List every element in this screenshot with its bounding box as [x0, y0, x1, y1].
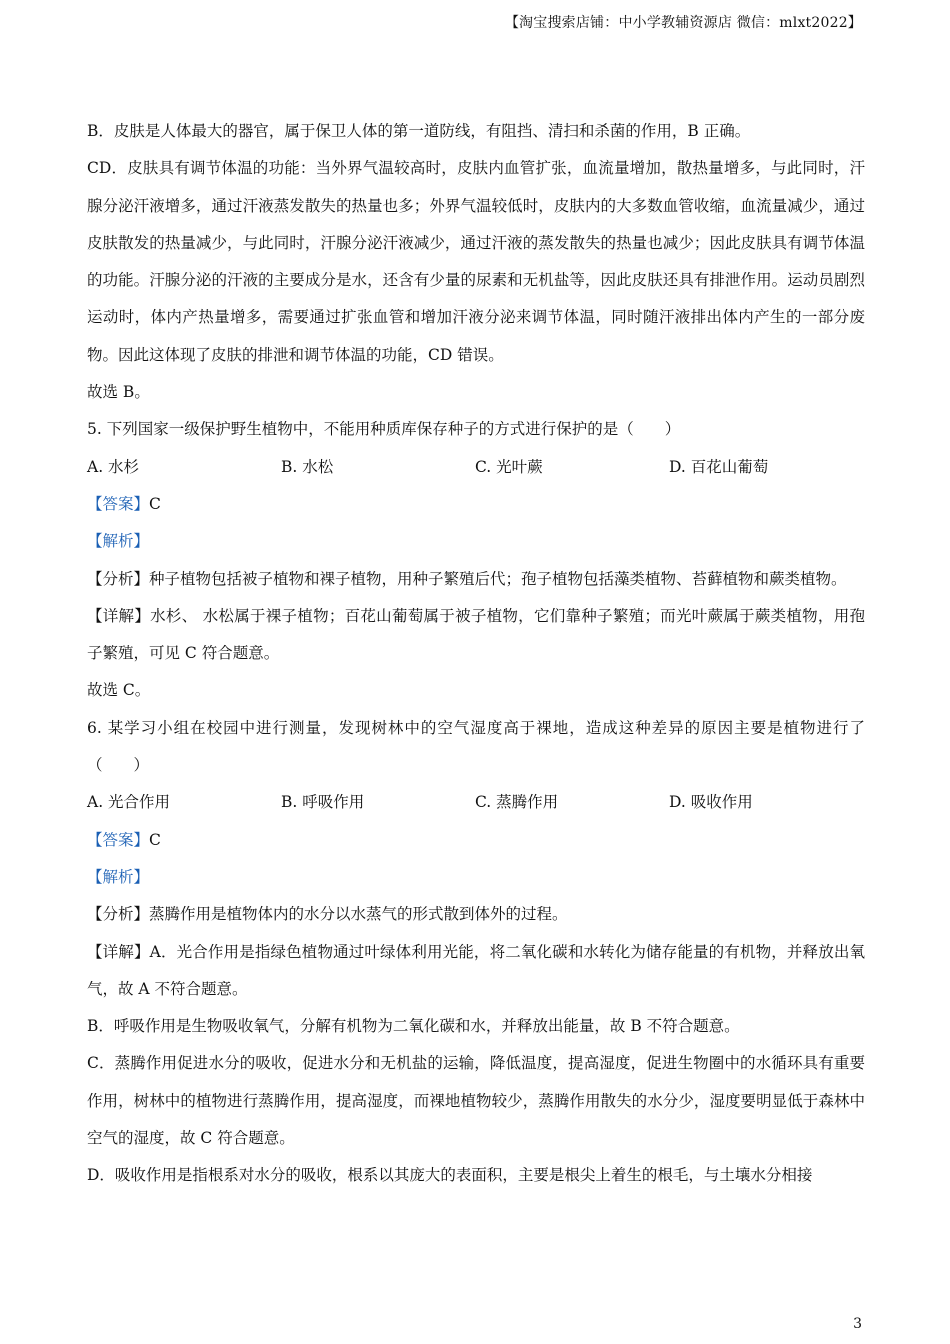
- detail-text: A．光合作用是指绿色植物通过叶绿体利用光能，将二氧化碳和水转化为储存能量的有机物，并释放出氧气，故 A 不符合题意。: [87, 942, 865, 998]
- option-d: D. 百花山葡萄: [669, 457, 769, 476]
- answer-value: C: [149, 830, 161, 849]
- paragraph-b-explanation: B．皮肤是人体最大的器官，属于保卫人体的第一道防线，有阻挡、清扫和杀菌的作用，B 正确。: [87, 122, 751, 140]
- question-5-conclusion: 故选 C。: [87, 681, 151, 700]
- question-5-analysis-tag: 【解析】: [87, 532, 150, 551]
- question-6-stem: 6. 某学习小组在校园中进行测量，发现树林中的空气湿度高于裸地，造成这种差异的原因主要是植物进行了（ ）: [87, 718, 865, 775]
- question-6-fenxi: [87, 896, 865, 933]
- question-6-options: [87, 784, 865, 821]
- question-6-detail-d: D．吸收作用是指根系对水分的吸收，根系以其庞大的表面积，主要是根尖上着生的根毛，与土壤水分相接: [87, 1166, 813, 1185]
- question-6-analysis-tag: 【解析】: [87, 867, 150, 886]
- question-6-detail-b: B．呼吸作用是生物吸收氧气，分解有机物为二氧化碳和水，并释放出能量，故 B 不符合题意。: [87, 1017, 740, 1036]
- option-c: C. 蒸腾作用: [475, 793, 559, 812]
- question-6-answer: [87, 822, 865, 859]
- fenxi-tag: 【分析】: [87, 569, 150, 588]
- option-b: B. 水松: [281, 457, 334, 476]
- option-a: A. 光合作用: [87, 793, 171, 812]
- question-5-stem: 5. 下列国家一级保护野生植物中，不能用种质库保存种子的方式进行保护的是（ ）: [87, 420, 681, 439]
- option-b: B. 呼吸作用: [281, 793, 365, 812]
- fenxi-text: 种子植物包括被子植物和裸子植物，用种子繁殖后代；孢子植物包括藻类植物、苔藓植物和蕨类植物。: [149, 569, 847, 588]
- question-5-options: [87, 449, 865, 486]
- answer-tag: 【答案】: [87, 830, 150, 849]
- detail-text: 水杉、 水松属于裸子植物；百花山葡萄属于被子植物，它们靠种子繁殖；而光叶蕨属于蕨类植物，用孢子繁殖，可见 C 符合题意。: [87, 606, 865, 663]
- question-6-detail-c: C．蒸腾作用促进水分的吸收，促进水分和无机盐的运输，降低温度，提高湿度，促进生物圈中的水循环具有重要作用，树林中的植物进行蒸腾作用，提高湿度，而裸地植物较少，蒸腾作用散失的水分少，湿度要明显低于森林中空气的湿度，故 C 符合题意。: [87, 1054, 865, 1148]
- answer-value: C: [149, 494, 161, 513]
- question-5-detail: [87, 598, 865, 673]
- option-d: D. 吸收作用: [669, 793, 753, 812]
- option-a: A. 水杉: [87, 457, 140, 476]
- question-6-detail-a: [87, 934, 865, 1009]
- option-c: C. 光叶蕨: [475, 457, 543, 476]
- paragraph-choose-b: 故选 B。: [87, 383, 150, 402]
- detail-tag: 【详解】: [87, 942, 150, 961]
- fenxi-tag: 【分析】: [87, 905, 150, 924]
- page-number: 3: [853, 1316, 862, 1332]
- paragraph-cd-explanation: CD．皮肤具有调节体温的功能：当外界气温较高时，皮肤内血管扩张，血流量增加，散热量增多，与此同时，汗腺分泌汗液增多，通过汗液蒸发散失的热量也多；外界气温较低时，皮肤内的大多数血管收缩，血流量减少，通过皮肤散发的热量减少，与此同时，汗腺分泌汗液减少，通过汗液的蒸发散失的热量也减少；因此皮肤具有调节体温的功能。汗腺分泌的汗液的主要成分是水，还含有少量的尿素和无机盐等，因此皮肤还具有排泄作用。运动员剧烈运动时，体内产热量增多，需要通过扩张血管和增加汗液分泌来调节体温，同时随汗液排出体内产生的一部分废物。因此这体现了皮肤的排泄和调节体温的功能，CD 错误。: [87, 159, 865, 364]
- document-body: [87, 113, 865, 1195]
- question-5-fenxi: [87, 561, 865, 598]
- question-5-answer: [87, 486, 865, 523]
- answer-tag: 【答案】: [87, 494, 150, 513]
- header-note: 【淘宝搜索店铺：中小学教辅资源店 微信：mlxt2022】: [504, 15, 862, 31]
- fenxi-text: 蒸腾作用是植物体内的水分以水蒸气的形式散到体外的过程。: [149, 905, 568, 924]
- detail-tag: 【详解】: [87, 606, 151, 625]
